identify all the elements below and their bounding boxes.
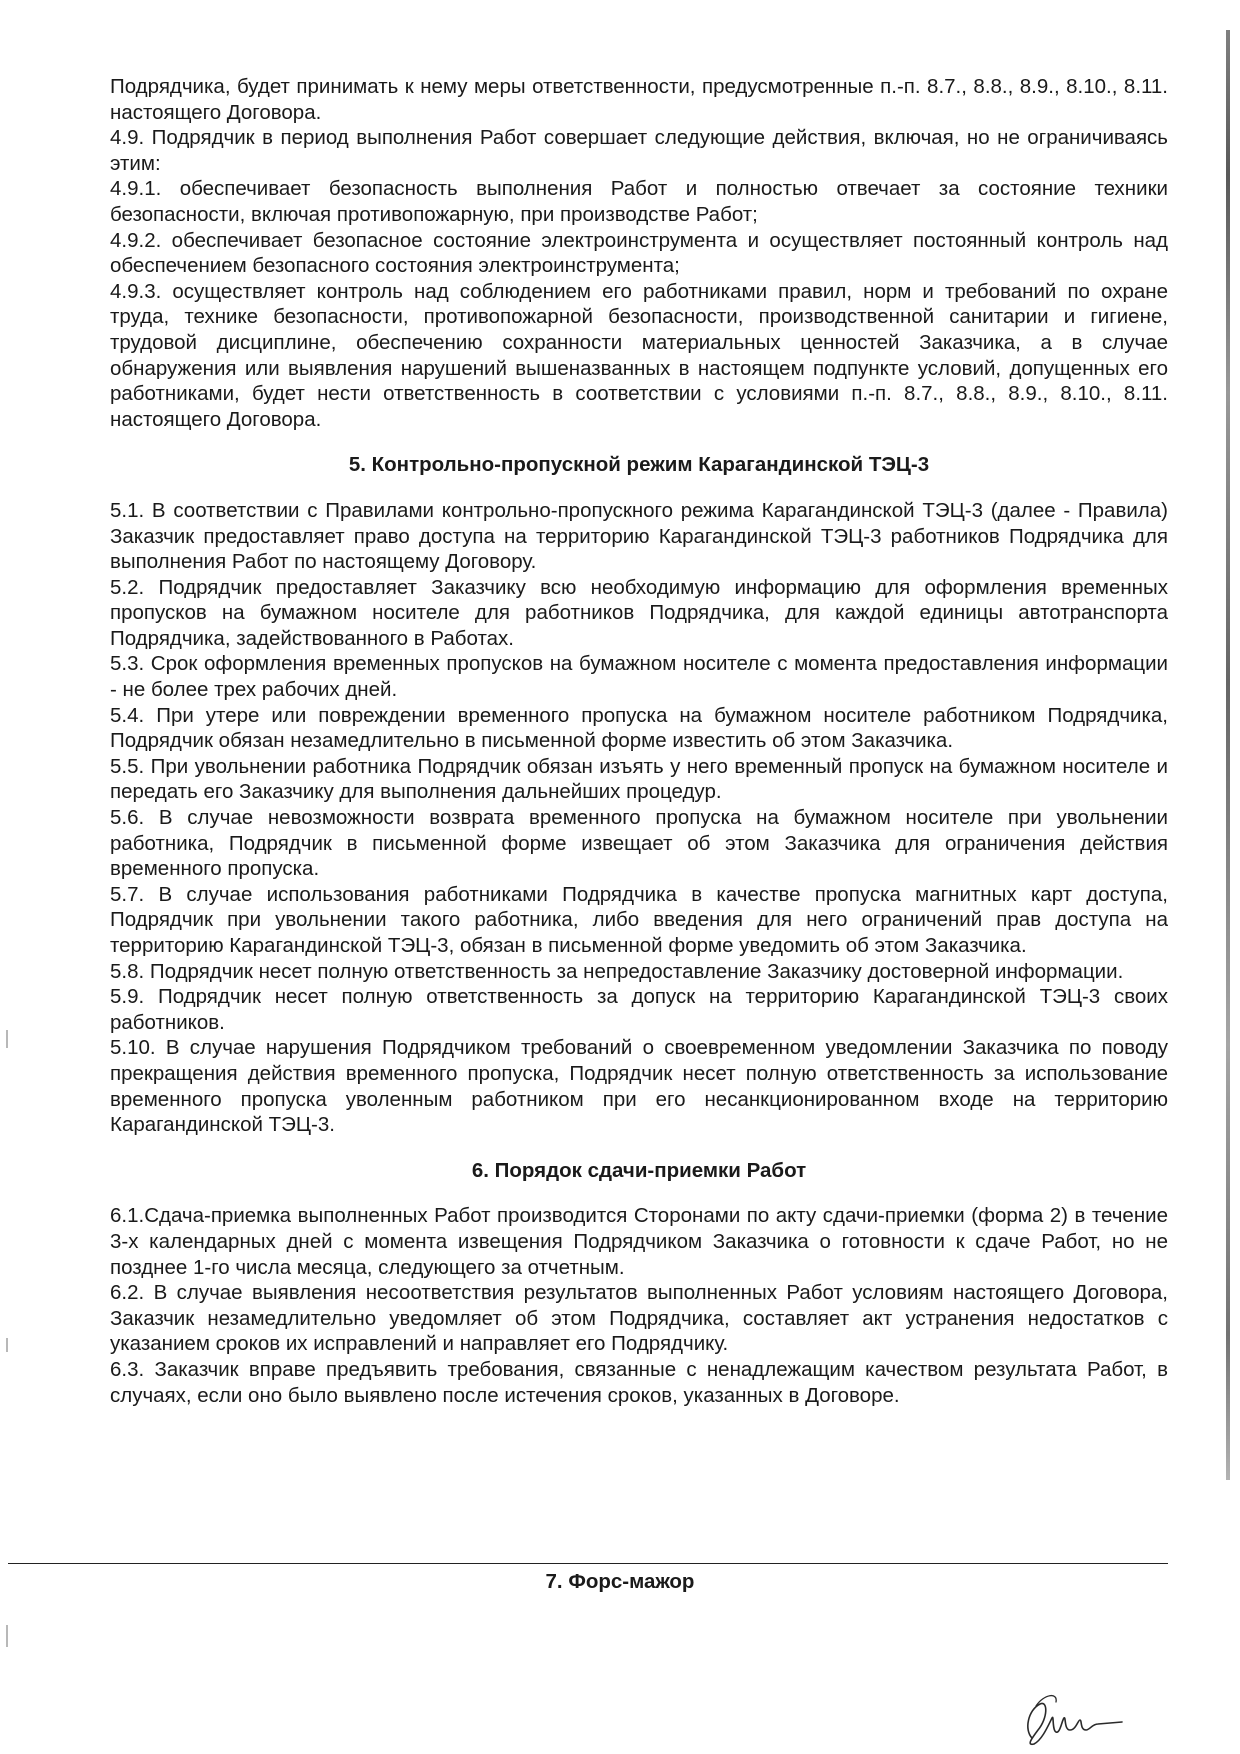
document-page [110, 74, 1168, 1408]
paragraph-4-9-2: 4.9.2. обеспечивает безопасное состояние электроинструмента и осуществляет постоянный контроль над обеспечением безопасного состояния электроинструмента; [110, 228, 1168, 278]
section-6-title: 6. Порядок сдачи-приемки Работ [471, 1158, 807, 1182]
section-5-title: 5. Контрольно-пропускной режим Карагандинской ТЭЦ-3 [348, 453, 930, 477]
paragraph-6-2: 6.2. В случае выявления несоответствия результатов выполненных Работ условиям настоящего Договора, Заказчик незамедлительно уведомляет об этом Подрядчика, составляет акт устранения недостатков с указанием сроков их исправлений и направляет его Подрядчику. [110, 1281, 1168, 1356]
paragraph-5-2: 5.2. Подрядчик предоставляет Заказчику всю необходимую информацию для оформления временных пропусков на бумажном носителе для работников Подрядчика, для каждой единицы автотранспорта Подрядчика, задействованного в Работах. [110, 575, 1168, 650]
paragraph-5-5: 5.5. При увольнении работника Подрядчик обязан изъять у него временный пропуск на бумажном носителе и передать его Заказчику для выполнения дальнейших процедур. [110, 754, 1168, 804]
scan-edge-shadow [1226, 30, 1230, 1480]
paragraph-5-10: 5.10. В случае нарушения Подрядчиком требований о своевременном уведомлении Заказчика по поводу прекращения действия временного пропуска, Подрядчик несет полную ответственность за использование временного пропуска уволенным работником при его несанкционированном входе на территорию Карагандинской ТЭЦ-3. [110, 1036, 1168, 1137]
paragraph-5-6: 5.6. В случае невозможности возврата временного пропуска на бумажном носителе при увольнении работника, Подрядчик в письменной форме извещает об этом Заказчика для ограничения действия временного пропуска. [110, 806, 1168, 881]
scan-margin-mark [6, 1030, 8, 1048]
paragraph-4-9-3: 4.9.3. осуществляет контроль над соблюдением его работниками правил, норм и требований по охране труда, технике безопасности, противопожарной безопасности, производственной санитарии и гигиене, трудовой дисциплине, обеспечению сохранности материальных ценностей Заказчика, а в случае обнаружения или выявления нарушений вышеназванных в настоящем подпункте условий, допущенных его работниками, будет нести ответственность в соответствии с условиями п.-п. 8.7., 8.8., 8.9., 8.10., 8.11. настоящего Договора. [110, 279, 1168, 431]
paragraph-5-4: 5.4. При утере или повреждении временного пропуска на бумажном носителе работником Подрядчика, Подрядчик обязан незамедлительно в письменной форме известить об этом Заказчика. [110, 703, 1168, 753]
scan-margin-mark [6, 1625, 8, 1647]
paragraph-5-8: 5.8. Подрядчик несет полную ответственность за непредоставление Заказчику достоверной информации. [110, 959, 1124, 983]
section-7-title: 7. Форс-мажор [545, 1570, 695, 1593]
paragraph-5-9: 5.9. Подрядчик несет полную ответственность за допуск на территорию Карагандинской ТЭЦ-3 своих работников. [110, 985, 1168, 1034]
paragraph-6-3: 6.3. Заказчик вправе предъявить требования, связанные с ненадлежащим качеством результата Работ, в случаях, если оно было выявлено после истечения сроков, указанных в Договоре. [110, 1357, 1168, 1407]
horizontal-divider [8, 1563, 1168, 1564]
paragraph-5-1: 5.1. В соответствии с Правилами контрольно-пропускного режима Карагандинской ТЭЦ-3 (далее - Правила) Заказчик предоставляет право доступа на территорию Карагандинской ТЭЦ-3 работников Подрядчика для выполнения Работ по настоящему Договору. [110, 498, 1168, 574]
paragraph-6-1: 6.1.Сдача-приемка выполненных Работ производится Сторонами по акту сдачи-приемки (форма 2) в течение 3-х календарных дней с момента извещения Подрядчиком Заказчика о готовности к сдаче Работ, но не позднее 1-го числа месяца, следующего за отчетным. [110, 1204, 1168, 1279]
paragraph-4-9: 4.9. Подрядчик в период выполнения Работ совершает следующие действия, включая, но не ограничиваясь этим: [110, 126, 1168, 175]
scan-margin-mark [6, 1338, 8, 1352]
paragraph-5-7: 5.7. В случае использования работниками Подрядчика в качестве пропуска магнитных карт доступа, Подрядчик при увольнении такого работника, либо введения для него ограничений прав доступа на территорию Карагандинской ТЭЦ-3, обязан в письменной форме уведомить об этом Заказчика. [110, 882, 1168, 957]
paragraph: Подрядчика, будет принимать к нему меры ответственности, предусмотренные п.-п. 8.7., 8.8., 8.9., 8.10., 8.11. настоящего Договора. [110, 75, 1168, 124]
handwritten-signature-icon [1018, 1690, 1138, 1750]
paragraph-4-9-1: 4.9.1. обеспечивает безопасность выполнения Работ и полностью отвечает за состояние техники безопасности, включая противопожарную, при производстве Работ; [110, 177, 1168, 226]
paragraph-5-3: 5.3. Срок оформления временных пропусков на бумажном носителе с момента предоставления информации - не более трех рабочих дней. [110, 652, 1168, 702]
